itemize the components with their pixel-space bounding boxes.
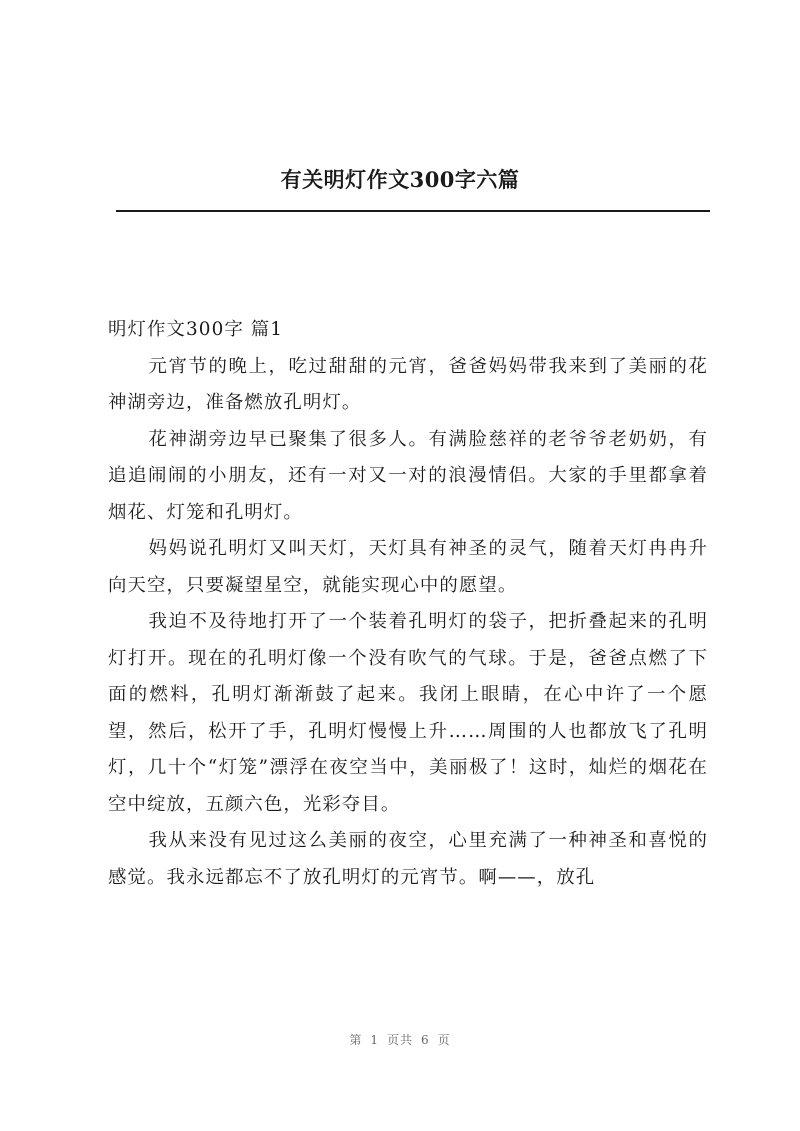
section-heading: 明灯作文300字 篇1 (108, 319, 284, 340)
paragraph: 元宵节的晚上，吃过甜甜的元宵，爸爸妈妈带我来到了美丽的花神湖旁边，准备燃放孔明灯。 (108, 355, 708, 413)
current-page-number: 1 (370, 1033, 379, 1047)
footer-middle: 页共 (386, 1033, 413, 1047)
document-title: 有关明灯作文300字六篇 (280, 167, 520, 192)
paragraph: 我迫不及待地打开了一个装着孔明灯的袋子，把折叠起来的孔明灯打开。现在的孔明灯像一个没有吹气的气球。于是，爸爸点燃了下面的燃料，孔明灯渐渐鼓了起来。我闭上眼睛，在心中许了一个愿望，然后，松开了手，孔明灯慢慢上升……周围的人也都放飞了孔明灯，几十个“灯笼”漂浮在夜空当中，美丽极了！这时，灿烂的烟花在空中绽放，五颜六色，光彩夺目。 (108, 611, 708, 815)
footer-prefix: 第 (349, 1033, 363, 1047)
page-footer (0, 1031, 800, 1048)
title-underline (116, 210, 710, 212)
footer-suffix: 页 (437, 1033, 451, 1047)
paragraph: 妈妈说孔明灯又叫天灯，天灯具有神圣的灵气，随着天灯冉冉升向天空，只要凝望星空，就能实现心中的愿望。 (108, 538, 708, 596)
document-body (108, 312, 708, 896)
paragraph: 花神湖旁边早已聚集了很多人。有满脸慈祥的老爷爷老奶奶，有追追闹闹的小朋友，还有一对又一对的浪漫情侣。大家的手里都拿着烟花、灯笼和孔明灯。 (108, 428, 708, 523)
paragraph: 我从来没有见过这么美丽的夜空，心里充满了一种神圣和喜悦的感觉。我永远都忘不了放孔明灯的元宵节。啊——，放孔 (108, 830, 708, 888)
total-pages-number: 6 (421, 1033, 430, 1047)
